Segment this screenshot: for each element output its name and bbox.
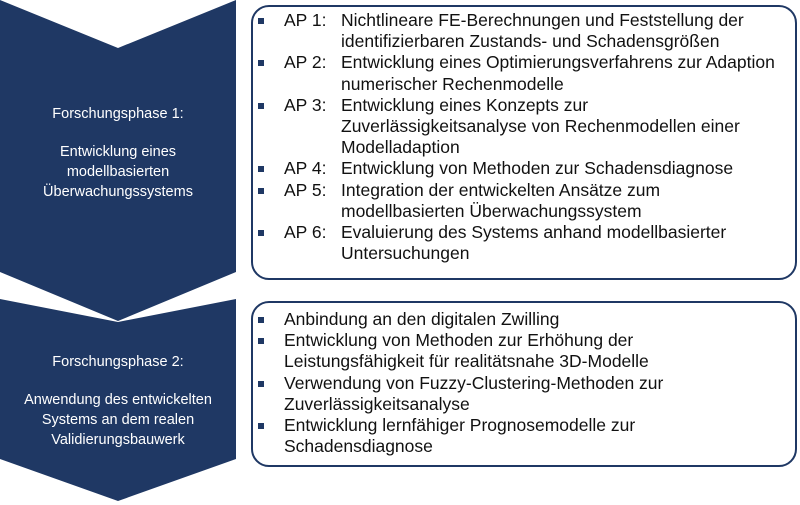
list-item-text: Entwicklung lernfähiger Prognosemodelle zur Schadensdiagnose (284, 415, 636, 457)
work-package-number: AP 5: (284, 179, 327, 200)
list-item (258, 158, 778, 179)
work-package-number: AP 6: (284, 222, 327, 243)
bullet-icon (258, 423, 264, 429)
work-package-text: Entwicklung eines Konzepts zur Zuverlässigkeitsanalyse von Rechenmodellen einer Modelladaption (341, 94, 740, 158)
work-package-number: AP 4: (284, 158, 327, 179)
list-item (258, 309, 708, 330)
list-item (258, 330, 708, 372)
list-item (258, 373, 708, 415)
list-item-text: Verwendung von Fuzzy-Clustering-Methoden zur Zuverlässigkeitsanalyse (284, 372, 664, 414)
phase-1-chevron (0, 0, 236, 322)
list-item (258, 415, 708, 457)
list-item-text: Entwicklung von Methoden zur Erhöhung der Leistungsfähigkeit für realitätsnahe 3D-Modelle (284, 330, 649, 372)
bullet-icon (258, 18, 264, 24)
phase-1-description-line: Überwachungssystems (43, 184, 193, 200)
work-package-text: Nichtlineare FE-Berechnungen und Feststellung der identifizierbaren Zustands- und Schadensgrößen (341, 10, 744, 52)
work-package-number: AP 2: (284, 52, 327, 73)
bullet-icon (258, 103, 264, 109)
bullet-icon (258, 188, 264, 194)
work-package-text: Entwicklung von Methoden zur Schadensdiagnose (341, 158, 734, 179)
phase-1-label (6, 104, 230, 202)
list-item (258, 52, 778, 94)
work-package-text: Evaluierung des Systems anhand modellbasierter Untersuchungen (341, 222, 727, 264)
list-item (258, 95, 778, 159)
work-package-number: AP 3: (284, 94, 327, 115)
phase-1-description-line: Entwicklung eines (59, 144, 177, 160)
phase-2-chevron (0, 299, 236, 503)
list-item (258, 222, 778, 264)
phase-2-label (6, 352, 230, 450)
phase-1-list (258, 10, 778, 264)
bullet-icon (258, 230, 264, 236)
list-item (258, 180, 778, 222)
phase-1-description-line: modellbasierten (66, 164, 170, 180)
list-item-text: Anbindung an den digitalen Zwilling (284, 309, 560, 329)
phase-1-title: Forschungsphase 1: (52, 106, 184, 122)
work-package-number: AP 1: (284, 10, 327, 30)
bullet-icon (258, 338, 264, 344)
phase-2-list (258, 309, 708, 457)
list-item (258, 10, 778, 52)
work-package-text: Entwicklung eines Optimierungsverfahrens zur Adaption numerischer Rechenmodelle (341, 52, 775, 94)
phase-2-description-line: Systems an dem realen (41, 412, 195, 428)
bullet-icon (258, 166, 264, 172)
phase-2-description-line: Validierungsbauwerk (51, 432, 185, 448)
phase-2-description-line: Anwendung des entwickelten (24, 392, 212, 408)
bullet-icon (258, 381, 264, 387)
work-package-text: Integration der entwickelten Ansätze zum modellbasierten Überwachungssystem (341, 179, 661, 221)
bullet-icon (258, 60, 264, 66)
phase-2-title: Forschungsphase 2: (52, 354, 184, 370)
bullet-icon (258, 317, 264, 323)
